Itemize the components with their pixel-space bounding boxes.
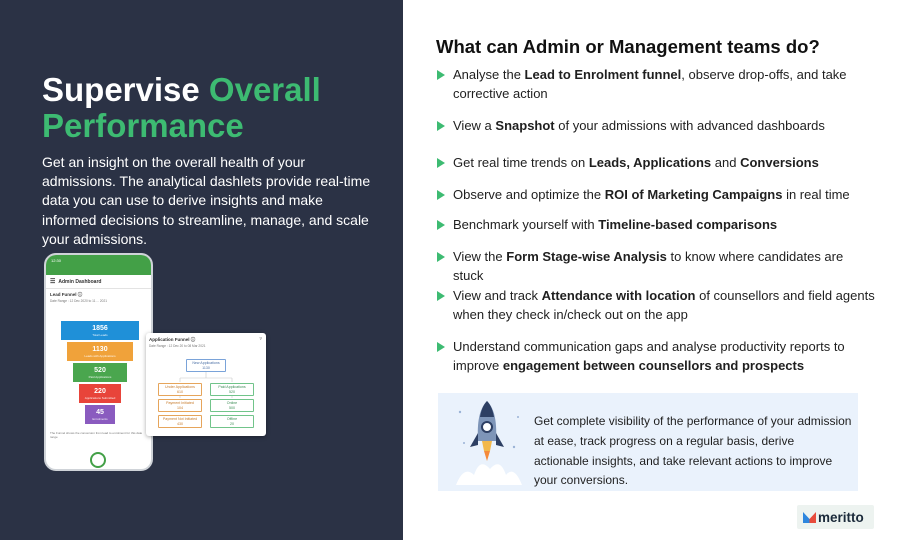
- feature-item: [437, 337, 877, 375]
- hero-title: [42, 72, 382, 144]
- triangle-bullet-icon: [437, 121, 445, 131]
- hero-description: Get an insight on the overall health of your admissions. The analytical dashlets provide real-time data you can use to derive insights and make informed decisions to streamline, manage, and scale your admissions.: [42, 154, 371, 247]
- funnel-stage-value: 1130: [92, 345, 108, 353]
- funnel-node-paid-applications: Paid Applications 520: [210, 383, 254, 396]
- filter-icon: ▿: [259, 336, 262, 342]
- feature-highlight: Leads, Applications: [588, 155, 712, 170]
- phone-app-title: Admin Dashboard: [58, 278, 102, 285]
- phone-app-bar: [46, 275, 151, 289]
- triangle-bullet-icon: [437, 190, 445, 200]
- funnel-node-payment-not-initiated: Payment Not Initiated 430: [158, 415, 202, 428]
- feature-highlight: Form Stage-wise Analysis: [506, 249, 667, 264]
- triangle-bullet-icon: [437, 342, 445, 352]
- phone-status-time: 12:30: [51, 258, 62, 263]
- funnel-node-new-applications: New Applications 1130: [186, 359, 226, 372]
- callout-text: Get complete visibility of the performance of your admission at ease, track progress on a regular basis, derive actionable insights, and take relevant actions to improve your conversions.: [534, 414, 852, 488]
- feature-item: [437, 215, 877, 234]
- feature-text: Get real time trends on Leads, Applications and Conversions: [453, 155, 819, 170]
- funnel-node-under-applications: Under Applications 610: [158, 383, 202, 396]
- feature-highlight: engagement between counsellors and prospects: [502, 358, 805, 373]
- lead-funnel-title: Lead Funnel ⓘ: [50, 292, 83, 297]
- funnel-stage: [73, 363, 127, 382]
- phone-home-button: [90, 452, 106, 468]
- feature-item: [437, 185, 877, 204]
- funnel-stage-value: 520: [94, 366, 106, 374]
- lead-funnel-date-range: Date Range : 12 Dec 2020 to 11 ... 2021: [50, 299, 108, 303]
- funnel-stage-label: Applications Submitted: [84, 395, 116, 400]
- triangle-bullet-icon: [437, 158, 445, 168]
- hamburger-menu-icon: ☰: [50, 279, 56, 285]
- triangle-bullet-icon: [437, 70, 445, 80]
- rocket-icon: [444, 395, 530, 491]
- feature-highlight: Snapshot: [495, 118, 555, 133]
- left-panel: [0, 0, 403, 540]
- feature-highlight: Conversions: [740, 155, 819, 170]
- hero-title-accent: Overall Performance: [42, 71, 321, 144]
- funnel-node-online: Online 500: [210, 399, 254, 412]
- funnel-stage-label: Enrolments: [92, 416, 108, 421]
- meritto-logo: [797, 505, 874, 529]
- funnel-stage-label: Paid Applications: [88, 374, 112, 379]
- features-title: What can Admin or Management teams do?: [436, 36, 820, 57]
- feature-item: [437, 65, 877, 103]
- funnel-stage-label: Total Leads: [92, 332, 108, 337]
- funnel-stage: [61, 321, 139, 340]
- feature-item: [437, 247, 877, 285]
- feature-text: Analyse the Lead to Enrolment funnel, observe drop-offs, and take corrective action: [453, 67, 847, 101]
- feature-item: [437, 153, 877, 172]
- feature-item: [437, 116, 877, 135]
- lead-funnel-section: [46, 289, 151, 303]
- funnel-stage-value: 1856: [92, 324, 108, 332]
- application-funnel-date-range: Date Range : 12 Dec 20 to 08 Mar 2021: [149, 344, 206, 348]
- feature-text: View the Form Stage-wise Analysis to know where candidates are stuck: [453, 249, 844, 283]
- triangle-bullet-icon: [437, 252, 445, 262]
- callout-box: [438, 393, 858, 491]
- funnel-node-offline: Offline 20: [210, 415, 254, 428]
- feature-text: Observe and optimize the ROI of Marketing Campaigns in real time: [453, 187, 850, 202]
- funnel-stage-value: 220: [94, 387, 106, 395]
- funnel-stage: [67, 342, 133, 361]
- feature-highlight: ROI of Marketing Campaigns: [604, 187, 783, 202]
- meritto-logo-text: meritto: [818, 509, 864, 525]
- feature-highlight: Attendance with location: [541, 288, 696, 303]
- application-funnel-title: Application Funnel ⓘ: [149, 337, 196, 342]
- feature-text: Benchmark yourself with Timeline-based comparisons: [453, 217, 778, 232]
- phone-status-bar: [46, 255, 151, 275]
- funnel-stage-label: Leads with Applications: [84, 353, 116, 358]
- funnel-stage: [79, 384, 121, 403]
- lead-funnel-note: The Funnel shows the conversion from lead to enrolment for this date range: [50, 431, 143, 439]
- feature-text: View a Snapshot of your admissions with advanced dashboards: [453, 118, 825, 133]
- hero-title-main: Supervise: [42, 71, 209, 108]
- feature-item: [437, 286, 877, 324]
- funnel-node-payment-initiated: Payment Initiated 104: [158, 399, 202, 412]
- feature-highlight: Lead to Enrolment funnel: [524, 67, 682, 82]
- feature-text: Understand communication gaps and analyse productivity reports to improve engagement between counsellors and prospects: [453, 339, 845, 373]
- application-funnel-card: [146, 333, 266, 436]
- funnel-stage: [85, 405, 115, 424]
- funnel-stage-value: 45: [96, 408, 104, 416]
- triangle-bullet-icon: [437, 291, 445, 301]
- phone-mockup: [44, 253, 153, 471]
- feature-highlight: Timeline-based comparisons: [598, 217, 778, 232]
- meritto-logo-mark: [803, 512, 816, 523]
- feature-text: View and track Attendance with location of counsellors and field agents when they check in/check out on the app: [453, 288, 875, 322]
- triangle-bullet-icon: [437, 220, 445, 230]
- lead-funnel-chart: [61, 321, 139, 426]
